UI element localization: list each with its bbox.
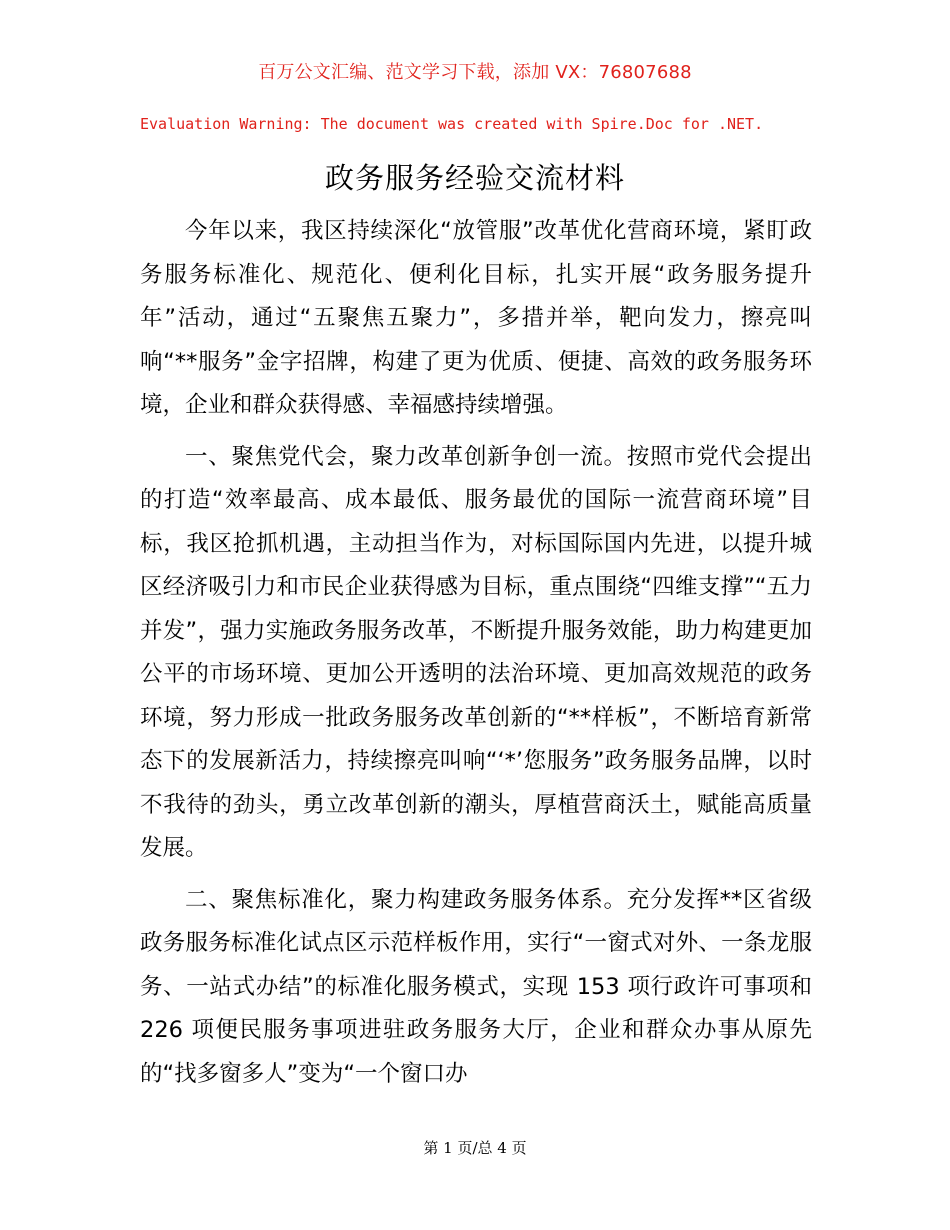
document-title: 政务服务经验交流材料	[324, 161, 625, 195]
paragraph-section-1: 一、聚焦党代会，聚力改革创新争创一流。按照市党代会提出的打造“效率最高、成本最低、服务最优的国际一流营商环境”目标，我区抢抓机遇，主动担当作为，对标国际国内先进，以提升城区经济吸引力和市民企业获得感为目标，重点围绕“四维支撑”“五力并发”，强力实施政务服务改革，不断提升服务效能，助力构建更加公平的市场环境、更加公开透明的法治环境、更加高效规范的政务环境，努力形成一批政务服务改革创新的“**样板”，不断培育新常态下的发展新活力，持续擦亮叫响“‘*’您服务”政务服务品牌，以时不我待的劲头，勇立改革创新的潮头，厚植营商沃土，赋能高质量发展。	[140, 443, 812, 861]
evaluation-warning: Evaluation Warning: The document was created with Spire.Doc for .NET.	[140, 115, 764, 133]
document-body	[140, 210, 812, 1096]
page-indicator: 第 1 页/总 4 页	[423, 1139, 527, 1157]
header-ad-text: 百万公文汇编、范文学习下载，添加 VX：76807688	[258, 62, 692, 83]
paragraph-intro: 今年以来，我区持续深化“放管服”改革优化营商环境，紧盯政务服务标准化、规范化、便利化目标，扎实开展“政务服务提升年”活动，通过“五聚焦五聚力”，多措并举，靶向发力，擦亮叫响“**服务”金字招牌，构建了更为优质、便捷、高效的政务服务环境，企业和群众获得感、幸福感持续增强。	[140, 218, 812, 418]
paragraph-section-2: 二、聚焦标准化，聚力构建政务服务体系。充分发挥**区省级政务服务标准化试点区示范样板作用，实行“一窗式对外、一条龙服务、一站式办结”的标准化服务模式，实现 153 项行政许可事项和 226 项便民服务事项进驻政务服务大厅，企业和群众办事从原先的“找多窗多人”变为“一个窗口办	[140, 886, 812, 1087]
